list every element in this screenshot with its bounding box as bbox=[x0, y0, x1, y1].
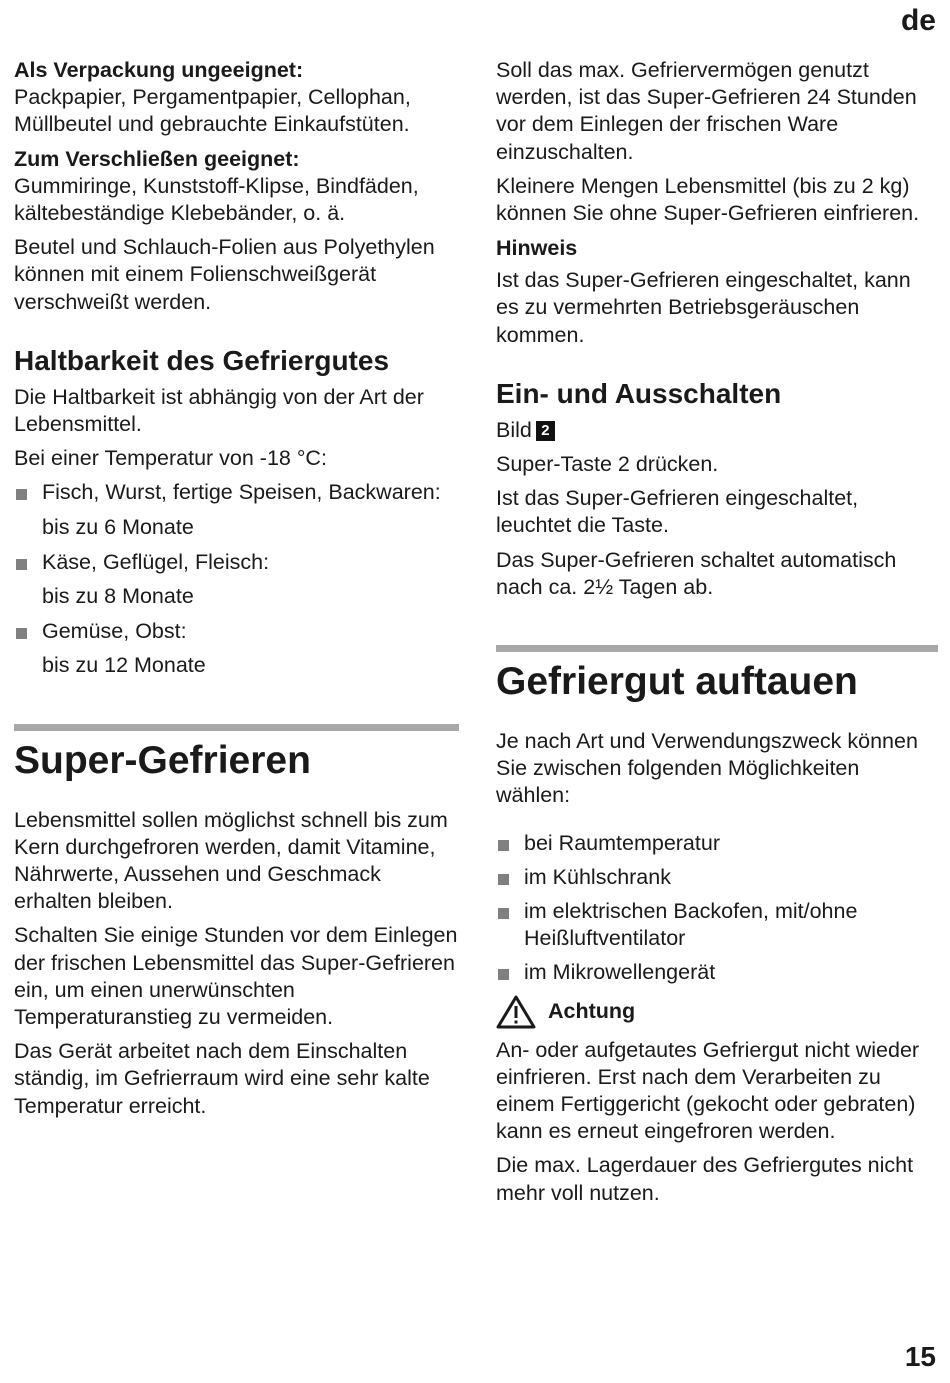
auftauen-intro: Je nach Art und Verwendungszweck können Sie zwischen folgenden Möglichkeiten wählen: bbox=[496, 729, 918, 808]
list-item-label: Fisch, Wurst, fertige Speisen, Backwaren: bbox=[42, 480, 441, 505]
list-item-label: im Mikrowellengerät bbox=[524, 960, 716, 985]
hinweis-title: Hinweis bbox=[496, 236, 578, 261]
packaging-unsuitable-label: Als Verpackung ungeeignet: bbox=[14, 58, 304, 82]
list-item-label: Käse, Geflügel, Fleisch: bbox=[42, 549, 270, 574]
list-item-label: im Kühlschrank bbox=[524, 864, 671, 889]
list-item bbox=[496, 898, 938, 952]
list-item-duration: bis zu 12 Monate bbox=[42, 653, 206, 678]
heading-gefriergut-auftauen: Gefriergut auftauen bbox=[496, 660, 858, 704]
super-paragraph-1: Lebensmittel sollen möglichst schnell bis zum Kern durchgefroren werden, damit Vitamine, Nährwerte, Aussehen und Geschmack erhalten bleiben. bbox=[14, 807, 448, 914]
hinweis-text: Ist das Super-Gefrieren eingeschaltet, kann es zu vermehrten Betriebsgeräuschen kommen. bbox=[496, 268, 911, 347]
list-item bbox=[496, 864, 938, 891]
super-paragraph-2: Schalten Sie einige Stunden vor dem Einlegen der frischen Lebensmittel das Super-Gefrieren ein, um einen unerwünschten Temperaturanstieg zu vermeiden. bbox=[14, 923, 458, 1030]
achtung-text: An- oder aufgetautes Gefriergut nicht wieder einfrieren. Erst nach dem Verarbeiten zu einem Fertiggericht (gekocht oder gebraten) kann es erneut eingefroren werden. bbox=[496, 1037, 920, 1144]
bullet-square-icon bbox=[498, 840, 509, 851]
list-item bbox=[14, 479, 459, 506]
heading-haltbarkeit: Haltbarkeit des Gefriergutes bbox=[14, 344, 390, 376]
left-column bbox=[14, 57, 459, 1127]
list-item-label: Gemüse, Obst: bbox=[42, 619, 187, 644]
list-item bbox=[14, 549, 459, 576]
bullet-square-icon bbox=[498, 874, 509, 885]
bullet-square-icon bbox=[16, 628, 27, 639]
haltbarkeit-intro: Die Haltbarkeit ist abhängig von der Art der Lebensmittel. bbox=[14, 384, 424, 437]
packaging-unsuitable bbox=[14, 57, 459, 139]
list-item-duration: bis zu 6 Monate bbox=[42, 514, 194, 539]
heading-ein-ausschalten: Ein- und Ausschalten bbox=[496, 377, 782, 409]
figure-reference bbox=[496, 417, 938, 444]
section-divider bbox=[496, 645, 938, 652]
bullet-square-icon bbox=[498, 969, 509, 980]
instruction-press: Super-Taste 2 drücken. bbox=[496, 452, 719, 477]
list-item-label: im elektrischen Backofen, mit/ohne Heißluftventilator bbox=[524, 899, 858, 951]
packaging-unsuitable-text: Packpapier, Pergamentpapier, Cellophan, Müllbeutel und gebrauchte Einkaufstüten. bbox=[14, 85, 411, 137]
heading-super-gefrieren: Super-Gefrieren bbox=[14, 738, 311, 782]
list-item bbox=[496, 959, 938, 986]
right-column bbox=[496, 57, 938, 1214]
storage-list bbox=[14, 479, 459, 679]
list-item bbox=[496, 830, 938, 857]
storage-duration-note: Die max. Lagerdauer des Gefriergutes nicht mehr voll nutzen. bbox=[496, 1153, 914, 1205]
achtung-title: Achtung bbox=[548, 999, 636, 1024]
closure-suitable-text: Gummiringe, Kunststoff-Klipse, Bindfäden, kältebeständige Klebebänder, o. ä. bbox=[14, 173, 419, 226]
bullet-square-icon bbox=[498, 908, 509, 919]
closure-suitable-label: Zum Verschließen geeignet: bbox=[14, 146, 300, 171]
instruction-auto-off: Das Super-Gefrieren schaltet automatisch nach ca. 2½ Tagen ab. bbox=[496, 547, 897, 599]
instruction-light: Ist das Super-Gefrieren eingeschaltet, leuchtet die Taste. bbox=[496, 486, 859, 538]
section-divider bbox=[14, 724, 459, 731]
figure-label: Bild bbox=[496, 417, 532, 442]
temperature-line: Bei einer Temperatur von -18 °C: bbox=[14, 446, 327, 471]
bullet-square-icon bbox=[16, 489, 27, 500]
figure-number-badge: 2 bbox=[536, 421, 555, 441]
list-item bbox=[14, 618, 459, 645]
thaw-options-list bbox=[496, 830, 938, 987]
page-number: 15 bbox=[904, 1341, 936, 1372]
small-quantities-paragraph: Kleinere Mengen Lebensmittel (bis zu 2 kg) können Sie ohne Super-Gefrieren einfrieren. bbox=[496, 173, 920, 226]
warning-triangle-icon bbox=[496, 995, 536, 1029]
language-code: de bbox=[900, 4, 936, 37]
list-item-label: bei Raumtemperatur bbox=[524, 830, 720, 855]
super-paragraph-3: Das Gerät arbeitet nach dem Einschalten ständig, im Gefrierraum wird eine sehr kalte Temperatur erreicht. bbox=[14, 1039, 430, 1118]
max-capacity-paragraph: Soll das max. Gefriervermögen genutzt werden, ist das Super-Gefrieren 24 Stunden vor dem Einlegen der frischen Ware einzuschalten. bbox=[496, 58, 917, 164]
list-item-duration: bis zu 8 Monate bbox=[42, 584, 194, 609]
bullet-square-icon bbox=[16, 559, 27, 570]
closure-suitable bbox=[14, 146, 459, 228]
welding-paragraph: Beutel und Schlauch-Folien aus Polyethylen können mit einem Folienschweißgerät verschweißt werden. bbox=[14, 235, 435, 314]
achtung-header bbox=[496, 995, 938, 1029]
